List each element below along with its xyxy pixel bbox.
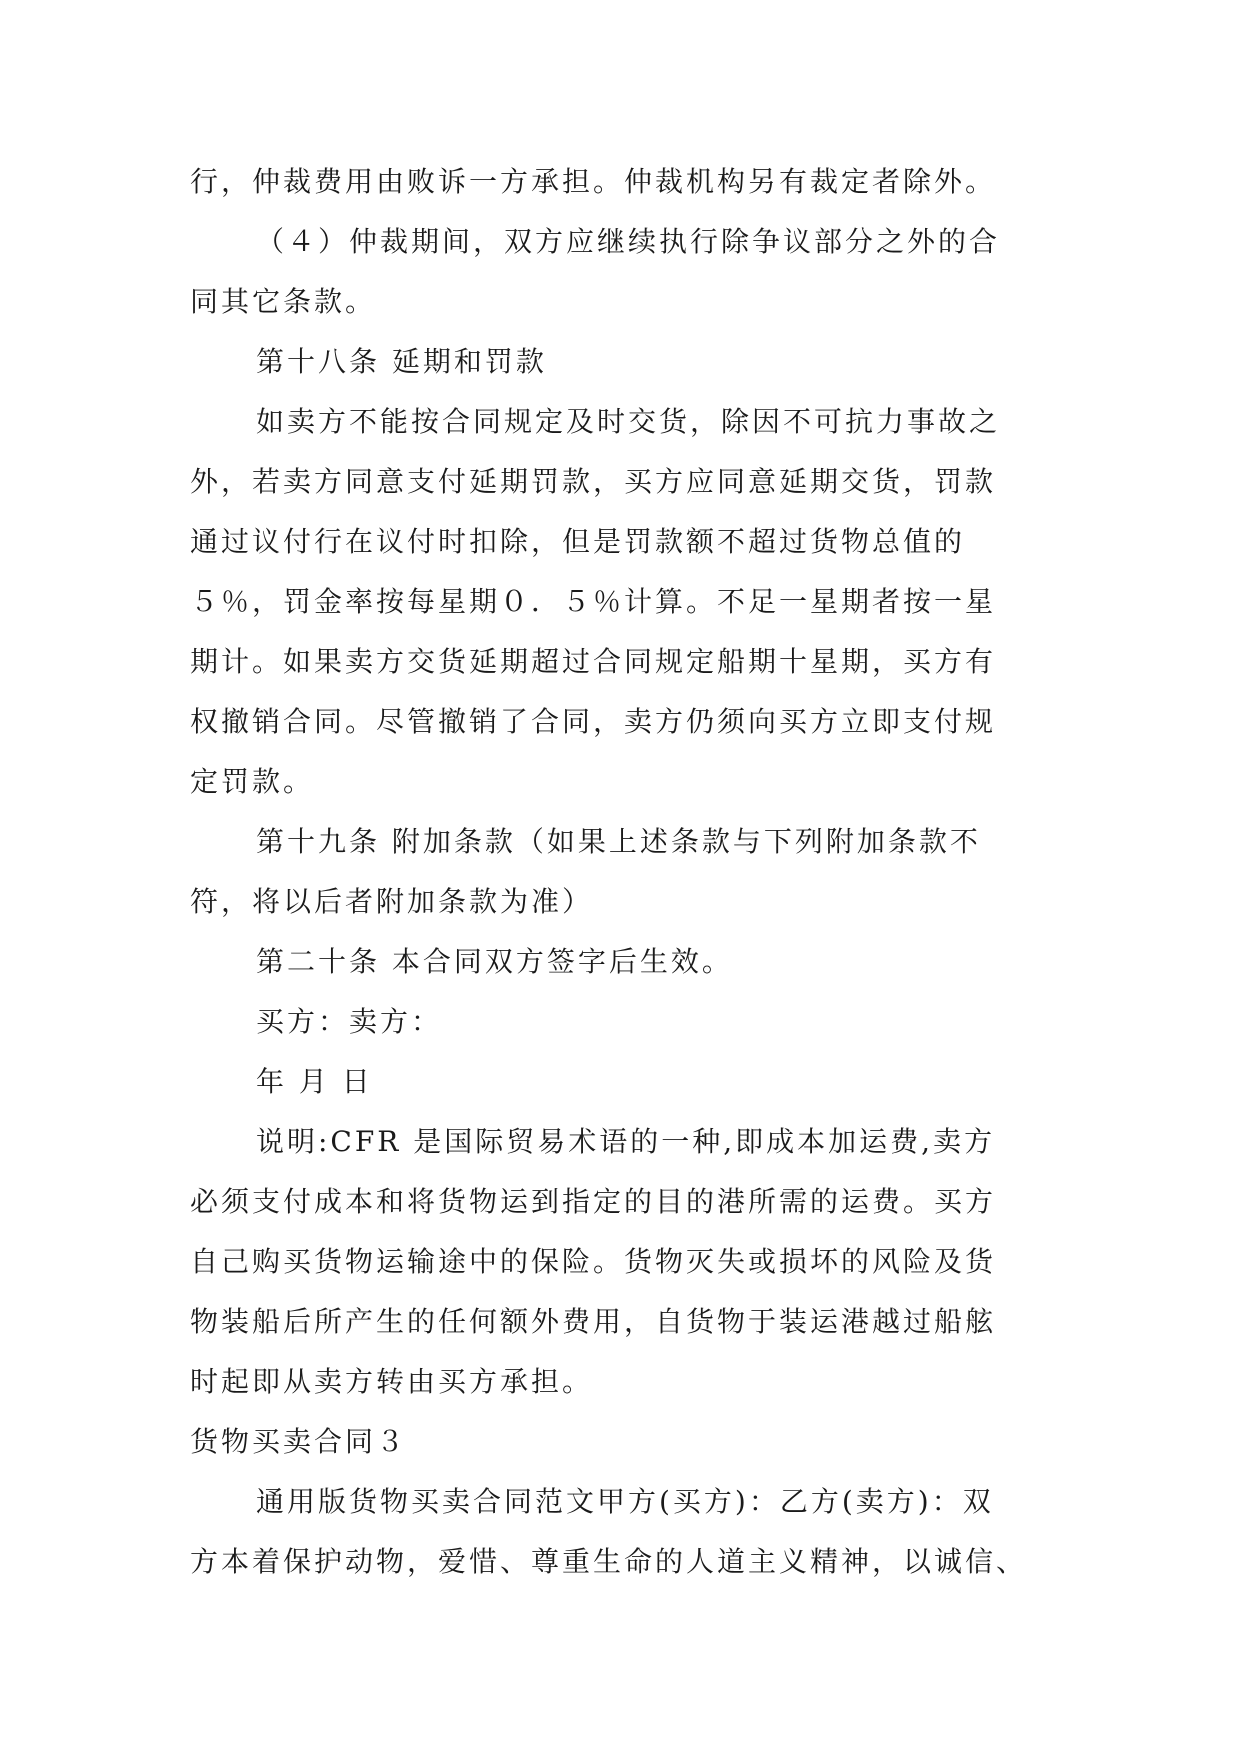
- text-line: 时起即从卖方转由买方承担。: [190, 1365, 594, 1398]
- text-line: 说明:CFR 是国际贸易术语的一种,即成本加运费,卖方: [256, 1125, 996, 1158]
- signature-line: 买方：卖方：: [256, 1005, 443, 1038]
- text-line: 通过议付行在议付时扣除，但是罚款额不超过货物总值的: [190, 525, 966, 558]
- text-line: 外，若卖方同意支付延期罚款，买方应同意延期交货，罚款: [190, 465, 997, 498]
- text-line: 如卖方不能按合同规定及时交货，除因不可抗力事故之: [256, 405, 1001, 438]
- text-line: 符，将以后者附加条款为准）: [190, 885, 594, 918]
- text-line: 通用版货物买卖合同范文甲方(买方)：乙方(卖方)：双: [256, 1485, 994, 1518]
- text-line: 定罚款。: [190, 765, 315, 798]
- article-heading: 第十八条 延期和罚款: [256, 345, 547, 378]
- text-line: 自己购买货物运输途中的保险。货物灭失或损坏的风险及货: [190, 1245, 997, 1278]
- article-heading: 第二十条 本合同双方签字后生效。: [256, 945, 733, 978]
- article-heading: 第十九条 附加条款（如果上述条款与下列附加条款不: [256, 825, 981, 858]
- text-line: 方本着保护动物，爱惜、尊重生命的人道主义精神，以诚信、: [190, 1545, 1028, 1578]
- text-line: 行，仲裁费用由败诉一方承担。仲裁机构另有裁定者除外。: [190, 165, 997, 198]
- date-line: 年 月 日: [256, 1065, 373, 1098]
- text-line: 同其它条款。: [190, 285, 377, 318]
- text-line: 物装船后所产生的任何额外费用，自货物于装运港越过船舷: [190, 1305, 997, 1338]
- text-line: （４）仲裁期间，双方应继续执行除争议部分之外的合: [256, 225, 1001, 258]
- text-line: 期计。如果卖方交货延期超过合同规定船期十星期，买方有: [190, 645, 997, 678]
- section-title: 货物买卖合同３: [190, 1425, 408, 1458]
- text-line: 权撤销合同。尽管撤销了合同，卖方仍须向买方立即支付规: [190, 705, 997, 738]
- text-line: ５％，罚金率按每星期０．５％计算。不足一星期者按一星: [190, 585, 997, 618]
- text-line: 必须支付成本和将货物运到指定的目的港所需的运费。买方: [190, 1185, 997, 1218]
- document-page: [190, 152, 1060, 1592]
